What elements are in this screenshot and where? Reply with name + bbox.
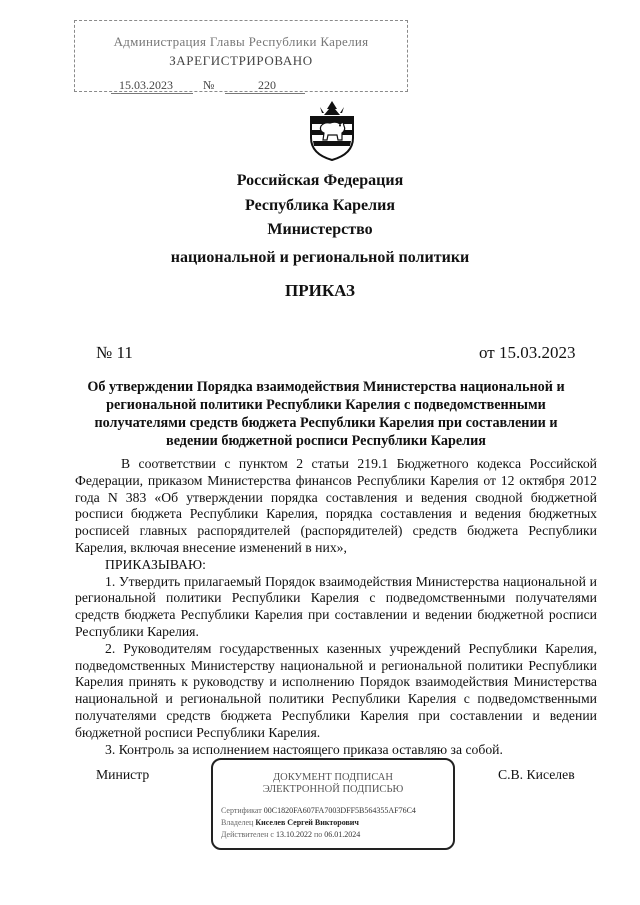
- header-ministry-name: национальной и региональной политики: [170, 249, 470, 266]
- item-1: 1. Утвердить прилагаемый Порядок взаимодействия Министерства национальной и региональной политики Республики Карелия с подведомственными получателями средств бюджета Республики Карелия при составлении и ведении бюджетной росписи Республики Карелия.: [75, 573, 597, 639]
- registration-number-underline: [225, 93, 305, 94]
- esig-owner-value: Киселев Сергей Викторович: [255, 818, 359, 827]
- esig-valid-label: Действителен: [221, 830, 269, 839]
- item-2: 2. Руководителям государственных казенных учреждений Республики Карелия, подведомственных Министерству национальной и региональной политики Республики Карелия принять к руководству и исполнению Порядок взаимодействия Министерства национальной и региональной политики Республики Карелия с подведомственными получателями средств бюджета Республики Карелия при составлении и ведении бюджетной росписи Республики Карелия.: [75, 640, 597, 740]
- registration-organization: Администрация Главы Республики Карелия: [113, 34, 369, 49]
- registration-date: 15.03.2023: [119, 78, 173, 92]
- esig-owner-row: [221, 818, 359, 827]
- document-type: ПРИКАЗ: [285, 281, 355, 300]
- coat-of-arms-icon: [306, 100, 358, 162]
- registration-label: ЗАРЕГИСТРИРОВАНО: [169, 53, 313, 68]
- header-country: Российская Федерация: [236, 172, 404, 189]
- document-body: [75, 456, 597, 758]
- registration-stamp: [74, 20, 408, 92]
- esig-valid-to-word: по: [313, 830, 323, 839]
- electronic-signature-stamp: [211, 758, 455, 850]
- esig-title-line1: ДОКУМЕНТ ПОДПИСАН: [273, 772, 393, 783]
- header-republic: Республика Карелия: [245, 197, 395, 214]
- esig-valid-from-word: с: [270, 830, 274, 839]
- esig-title: [213, 772, 453, 796]
- header-ministry: Министерство: [267, 221, 373, 238]
- order-word: ПРИКАЗЫВАЮ:: [105, 556, 206, 572]
- esig-owner-label: Владелец: [221, 818, 254, 827]
- esig-title-line2: ЭЛЕКТРОННОЙ ПОДПИСЬЮ: [262, 784, 404, 795]
- item-3: 3. Контроль за исполнением настоящего приказа оставляю за собой.: [105, 741, 503, 757]
- esig-certificate-row: [221, 806, 416, 815]
- registration-number: 220: [258, 78, 276, 92]
- esig-valid-from: 13.10.2022: [275, 830, 312, 839]
- esig-valid-to: 06.01.2024: [324, 830, 361, 839]
- order-date: от 15.03.2023: [479, 343, 576, 362]
- document-title: Об утверждении Порядка взаимодействия Министерства национальной и региональной политики Республики Карелия с подведомственными получателями средств бюджета Республики Карелия при составлении и ведении бюджетной росписи Республики Карелия: [87, 379, 565, 449]
- esig-certificate-value: 00C1820FA607FA7003DFF5B564355AF76C4: [263, 806, 416, 815]
- signature-position: Министр: [96, 767, 150, 782]
- signature-name: С.В. Киселев: [498, 767, 575, 782]
- order-number: № 11: [96, 343, 133, 362]
- registration-date-underline: [111, 93, 193, 94]
- esig-certificate-label: Сертификат: [221, 806, 262, 815]
- esig-validity-row: [221, 830, 360, 839]
- intro-paragraph: В соответствии с пунктом 2 статьи 219.1 Бюджетного кодекса Российской Федерации, приказом Министерства финансов Республики Карелия от 12 октября 2012 года N 383 «Об утверждении порядка составления и ведения сводной бюджетной росписи бюджета Республики Карелия, порядка составления и ведения бюджетных росписей главных распорядителей (распорядителей) средств бюджета Республики Карелия, включая внесение изменений в них»,: [75, 456, 597, 555]
- registration-number-sign: №: [203, 78, 215, 92]
